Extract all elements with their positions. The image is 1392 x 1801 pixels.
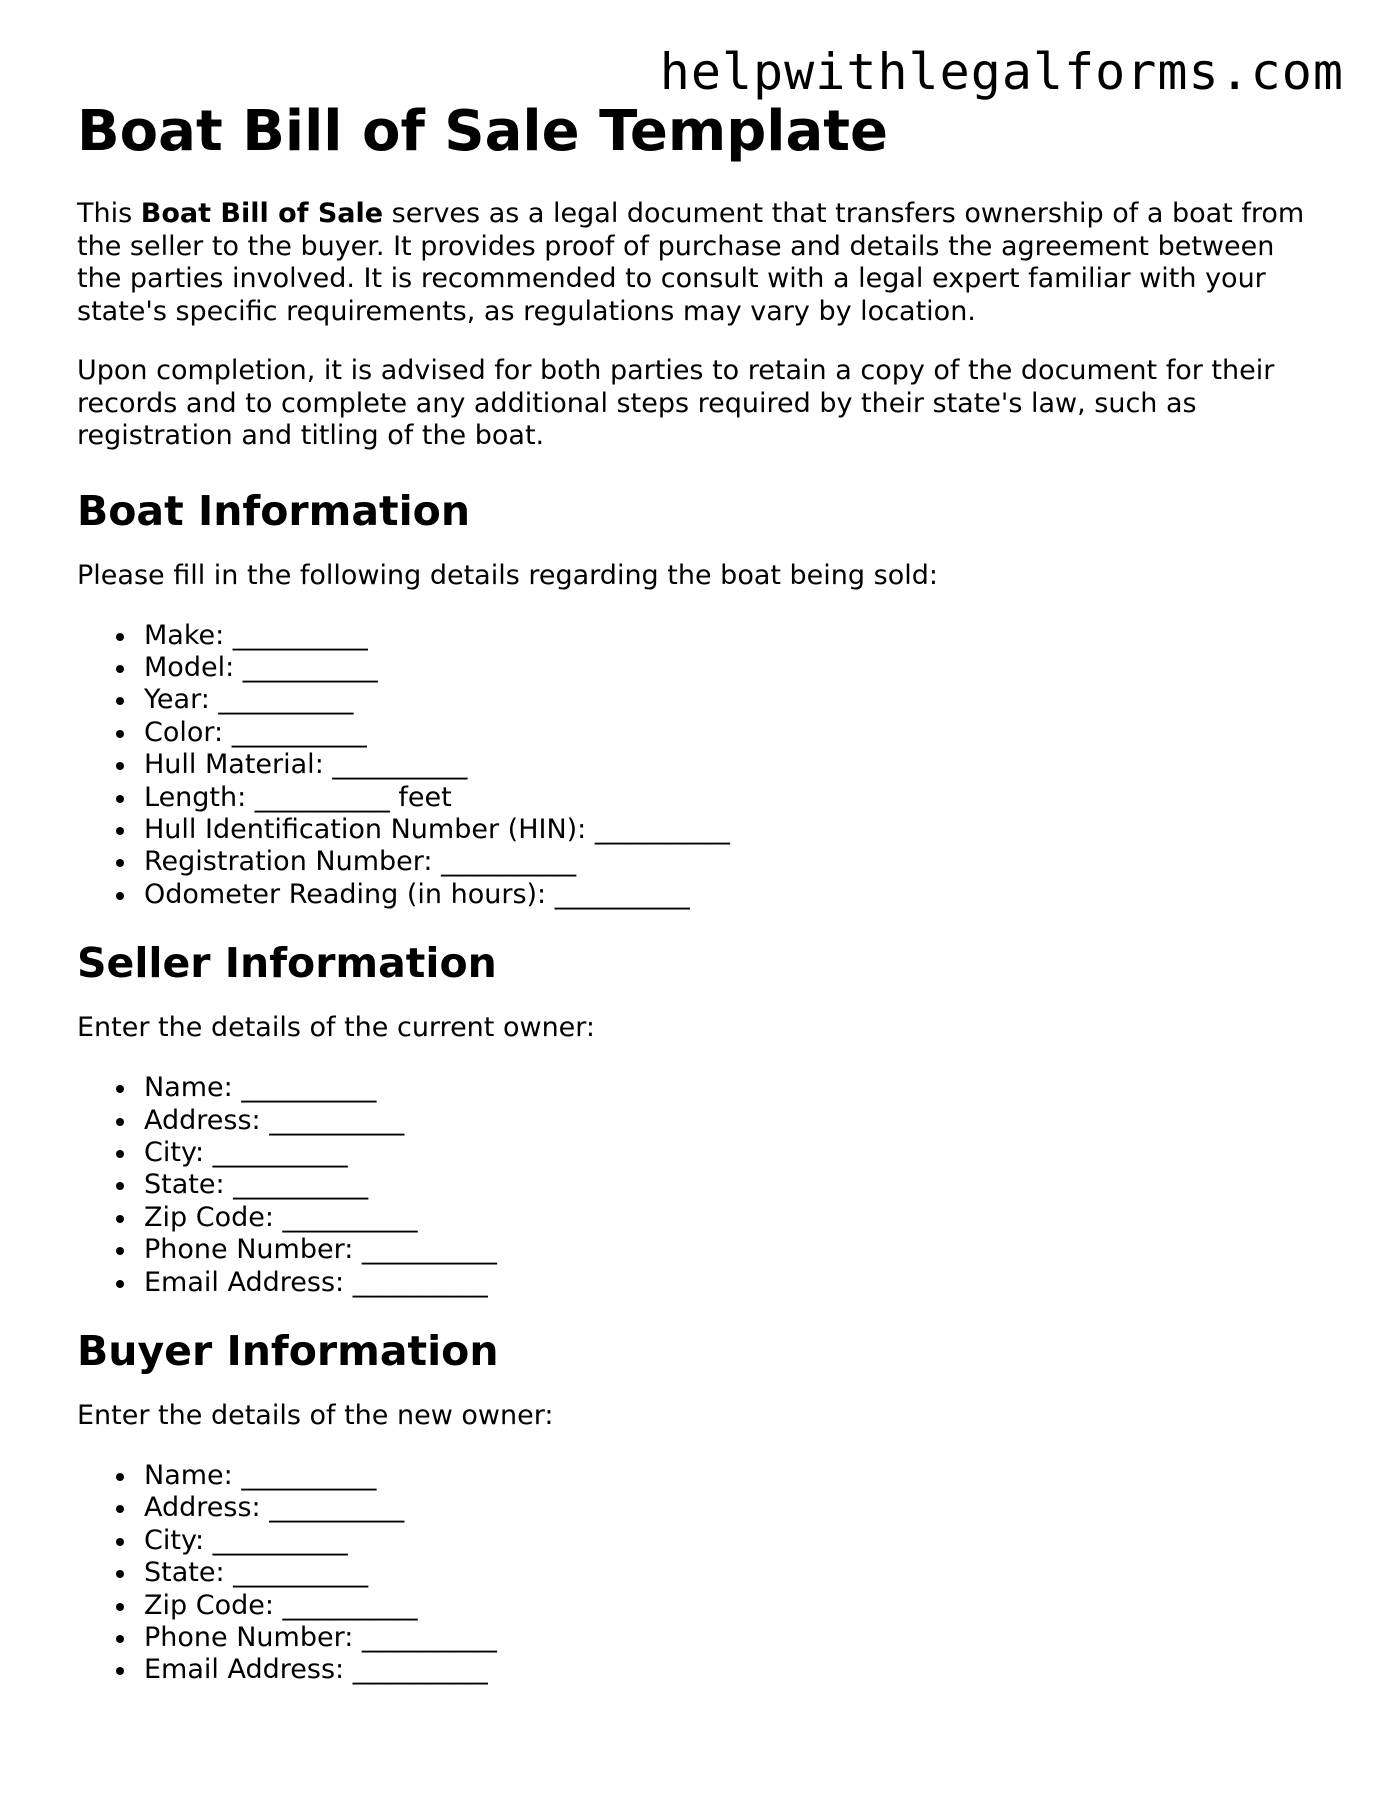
page-title: Boat Bill of Sale Template [77,99,889,164]
seller-section-heading: Seller Information [77,939,497,988]
seller-section-prompt: Enter the details of the current owner: [77,1012,596,1044]
seller-field-phone: Phone Number: __________ [144,1234,1307,1266]
buyer-field-state: State: __________ [144,1557,1307,1589]
intro-paragraph-1 [77,198,1307,328]
buyer-field-zip: Zip Code: __________ [144,1590,1307,1622]
intro-bold-term: Boat Bill of Sale [140,198,384,229]
seller-field-name: Name: __________ [144,1072,1307,1104]
boat-section-prompt: Please fill in the following details regarding the boat being sold: [77,559,938,591]
buyer-section-heading: Buyer Information [77,1327,499,1375]
buyer-field-email: Email Address: __________ [144,1654,1307,1686]
buyer-section-prompt: Enter the details of the new owner: [77,1400,554,1431]
boat-field-make: Make: __________ [144,620,1307,652]
seller-field-state: State: __________ [144,1169,1307,1201]
site-watermark: helpwithlegalforms.com [659,43,1344,101]
boat-field-hin: Hull Identification Number (HIN): __________ [144,814,1307,846]
boat-field-length: Length: __________ feet [144,782,1307,814]
boat-field-registration: Registration Number: __________ [144,846,1307,878]
seller-field-zip: Zip Code: __________ [144,1202,1307,1234]
buyer-fields-list [77,1460,1307,1687]
buyer-field-name: Name: __________ [144,1460,1307,1492]
document-body [77,96,1307,1687]
intro-prefix: This [77,198,141,229]
buyer-field-address: Address: __________ [144,1492,1307,1524]
boat-field-color: Color: __________ [144,717,1307,749]
seller-fields-list [77,1072,1307,1299]
buyer-field-city: City: __________ [144,1525,1307,1557]
boat-field-hull-material: Hull Material: __________ [144,749,1307,781]
boat-field-model: Model: __________ [144,652,1307,684]
boat-field-year: Year: __________ [144,684,1307,716]
boat-fields-list [77,620,1307,912]
intro-paragraph-2: Upon completion, it is advised for both parties to retain a copy of the document for their records and to complete any additional steps required by their state's law, such as registration and titling of the boat. [77,355,1275,451]
boat-section-heading: Boat Information [77,486,471,535]
buyer-field-phone: Phone Number: __________ [144,1622,1307,1654]
boat-field-odometer: Odometer Reading (in hours): __________ [144,879,1307,911]
seller-field-city: City: __________ [144,1137,1307,1169]
intro-rest: serves as a legal document that transfers ownership of a boat from the seller to the buyer. It provides proof of purchase and details the agreement between the parties involved. It is recommended to consult with a legal expert familiar with your state's specific requirements, as regulations may vary by location. [77,198,1305,327]
seller-field-address: Address: __________ [144,1105,1307,1137]
seller-field-email: Email Address: __________ [144,1267,1307,1299]
